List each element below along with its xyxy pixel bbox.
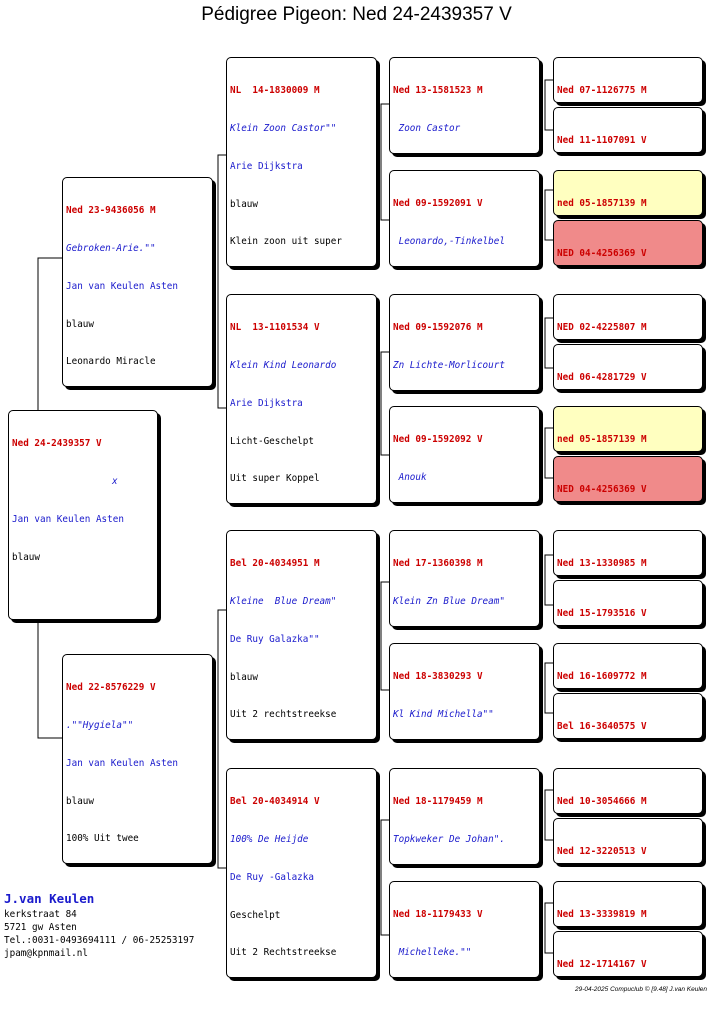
ring-number: Ned 13-3339819 M bbox=[557, 909, 647, 921]
pigeon-name: Kleine Blue Dream" bbox=[230, 595, 337, 607]
info-line: blauw bbox=[230, 198, 258, 210]
gg-grandparent-card[interactable] bbox=[553, 57, 703, 103]
owner: Arie Dijkstra bbox=[230, 160, 303, 172]
gg-grandparent-card[interactable] bbox=[553, 818, 703, 864]
ring-number: Bel 20-4034914 V bbox=[230, 796, 320, 808]
gg-grandparent-card[interactable] bbox=[553, 406, 703, 452]
pigeon-name: Klein Zoon Castor"" bbox=[230, 122, 337, 134]
ring-number: Ned 11-1107091 V bbox=[557, 135, 647, 147]
gg-grandparent-card[interactable] bbox=[553, 693, 703, 739]
pigeon-name: Klein Kind Leonardo bbox=[230, 359, 337, 371]
owner: Jan van Keulen Asten bbox=[66, 757, 178, 769]
info-line: Uit 2 Rechtstreekse bbox=[230, 947, 337, 959]
breeder-phone: Tel.:0031-0493694111 / 06-25253197 bbox=[4, 935, 195, 946]
page-title: Pédigree Pigeon: Ned 24-2439357 V bbox=[201, 4, 512, 25]
ring-number: Ned 12-1714167 V bbox=[557, 959, 647, 971]
owner: Jan van Keulen Asten bbox=[12, 513, 124, 525]
great-grandparent-card[interactable] bbox=[389, 170, 540, 267]
ring-number: Ned 10-3054666 M bbox=[557, 796, 647, 808]
info-line: blauw bbox=[66, 795, 94, 807]
owner: De Ruy Galazka"" bbox=[230, 633, 320, 645]
ring-number: Ned 09-1592091 V bbox=[393, 198, 483, 210]
great-grandparent-card[interactable] bbox=[389, 57, 540, 154]
gg-grandparent-card[interactable] bbox=[553, 220, 703, 266]
ring-number: Ned 24-2439357 V bbox=[12, 438, 102, 450]
ring-number: NL 13-1101534 V bbox=[230, 322, 320, 334]
ring-number: Ned 18-1179433 V bbox=[393, 909, 483, 921]
father-card[interactable] bbox=[62, 177, 213, 387]
owner: De Ruy -Galazka bbox=[230, 871, 314, 883]
great-grandparent-card[interactable] bbox=[389, 881, 540, 978]
grandparent-card[interactable] bbox=[226, 530, 377, 740]
ring-number: Ned 13-1330985 M bbox=[557, 558, 647, 570]
pigeon-name: 100% De Heijde bbox=[230, 833, 309, 845]
info-line: Geschelpt bbox=[230, 909, 281, 921]
ring-number: Ned 18-1179459 M bbox=[393, 796, 483, 808]
breeder-city: 5721 gw Asten bbox=[4, 922, 77, 933]
gg-grandparent-card[interactable] bbox=[553, 643, 703, 689]
pigeon-name: x bbox=[112, 475, 118, 487]
pigeon-name: Anouk bbox=[393, 471, 427, 483]
grandparent-card[interactable] bbox=[226, 768, 377, 978]
grandparent-card[interactable] bbox=[226, 294, 377, 504]
ring-number: Ned 16-1609772 M bbox=[557, 671, 647, 683]
gg-grandparent-card[interactable] bbox=[553, 344, 703, 390]
ring-number: Ned 09-1592092 V bbox=[393, 434, 483, 446]
info-line: 100% Uit twee bbox=[66, 833, 139, 845]
gg-grandparent-card[interactable] bbox=[553, 580, 703, 626]
ring-number: Bel 20-4034951 M bbox=[230, 558, 320, 570]
breeder-info bbox=[4, 890, 194, 960]
gg-grandparent-card[interactable] bbox=[553, 881, 703, 927]
great-grandparent-card[interactable] bbox=[389, 294, 540, 391]
breeder-name: J.van Keulen bbox=[4, 891, 95, 906]
ring-number: Ned 18-3830293 V bbox=[393, 671, 483, 683]
ring-number: NED 02-4225807 M bbox=[557, 322, 647, 334]
pigeon-name: Zoon Castor bbox=[393, 122, 461, 134]
info-line: Licht-Geschelpt bbox=[230, 435, 314, 447]
gg-grandparent-card[interactable] bbox=[553, 107, 703, 153]
gg-grandparent-card[interactable] bbox=[553, 931, 703, 977]
ring-number: Ned 09-1592076 M bbox=[393, 322, 483, 334]
gg-grandparent-card[interactable] bbox=[553, 530, 703, 576]
gg-grandparent-card[interactable] bbox=[553, 294, 703, 340]
great-grandparent-card[interactable] bbox=[389, 768, 540, 865]
pigeon-name: Zn Lichte-Morlicourt bbox=[393, 359, 505, 371]
ring-number: Ned 07-1126775 M bbox=[557, 85, 647, 97]
ring-number: NL 14-1830009 M bbox=[230, 85, 320, 97]
info-line: Klein zoon uit super bbox=[230, 236, 342, 248]
footer-credit: 29-04-2025 Compuclub © [9.48] J.van Keulen bbox=[575, 986, 707, 993]
pigeon-name: Klein Zn Blue Dream" bbox=[393, 595, 505, 607]
great-grandparent-card[interactable] bbox=[389, 643, 540, 740]
great-grandparent-card[interactable] bbox=[389, 530, 540, 627]
ring-number: Ned 22-8576229 V bbox=[66, 682, 156, 694]
ring-number: NED 04-4256369 V bbox=[557, 484, 647, 496]
pigeon-name: Kl Kind Michella"" bbox=[393, 708, 494, 720]
pigeon-name: .""Hygiela"" bbox=[66, 719, 134, 731]
subject-card[interactable] bbox=[8, 410, 158, 620]
mother-card[interactable] bbox=[62, 654, 213, 864]
info-line: blauw bbox=[230, 671, 258, 683]
breeder-address: kerkstraat 84 bbox=[4, 909, 77, 920]
info-line: Uit super Koppel bbox=[230, 473, 320, 485]
ring-number: Ned 13-1581523 M bbox=[393, 85, 483, 97]
info-line: blauw bbox=[66, 318, 94, 330]
gg-grandparent-card[interactable] bbox=[553, 456, 703, 502]
info-line: blauw bbox=[12, 551, 40, 563]
pigeon-name: Gebroken-Arie."" bbox=[66, 242, 156, 254]
pigeon-name: Leonardo,-Tinkelbel bbox=[393, 235, 505, 247]
grandparent-card[interactable] bbox=[226, 57, 377, 267]
ring-number: Ned 15-1793516 V bbox=[557, 608, 647, 620]
owner: Jan van Keulen Asten bbox=[66, 280, 178, 292]
info-line: Leonardo Miracle bbox=[66, 356, 156, 368]
gg-grandparent-card[interactable] bbox=[553, 170, 703, 216]
ring-number: Ned 06-4281729 V bbox=[557, 372, 647, 384]
breeder-email: jpam@kpnmail.nl bbox=[4, 948, 88, 959]
ring-number: Ned 23-9436056 M bbox=[66, 205, 156, 217]
ring-number: ned 05-1857139 M bbox=[557, 198, 647, 210]
pigeon-name: Topkweker De Johan". bbox=[393, 833, 505, 845]
ring-number: ned 05-1857139 M bbox=[557, 434, 647, 446]
ring-number: Bel 16-3640575 V bbox=[557, 721, 647, 733]
ring-number: NED 04-4256369 V bbox=[557, 248, 647, 260]
ring-number: Ned 17-1360398 M bbox=[393, 558, 483, 570]
owner: Arie Dijkstra bbox=[230, 397, 303, 409]
info-line: Uit 2 rechtstreekse bbox=[230, 709, 337, 721]
ring-number: Ned 12-3220513 V bbox=[557, 846, 647, 858]
pigeon-name: Michelleke."" bbox=[393, 946, 472, 958]
gg-grandparent-card[interactable] bbox=[553, 768, 703, 814]
great-grandparent-card[interactable] bbox=[389, 406, 540, 503]
